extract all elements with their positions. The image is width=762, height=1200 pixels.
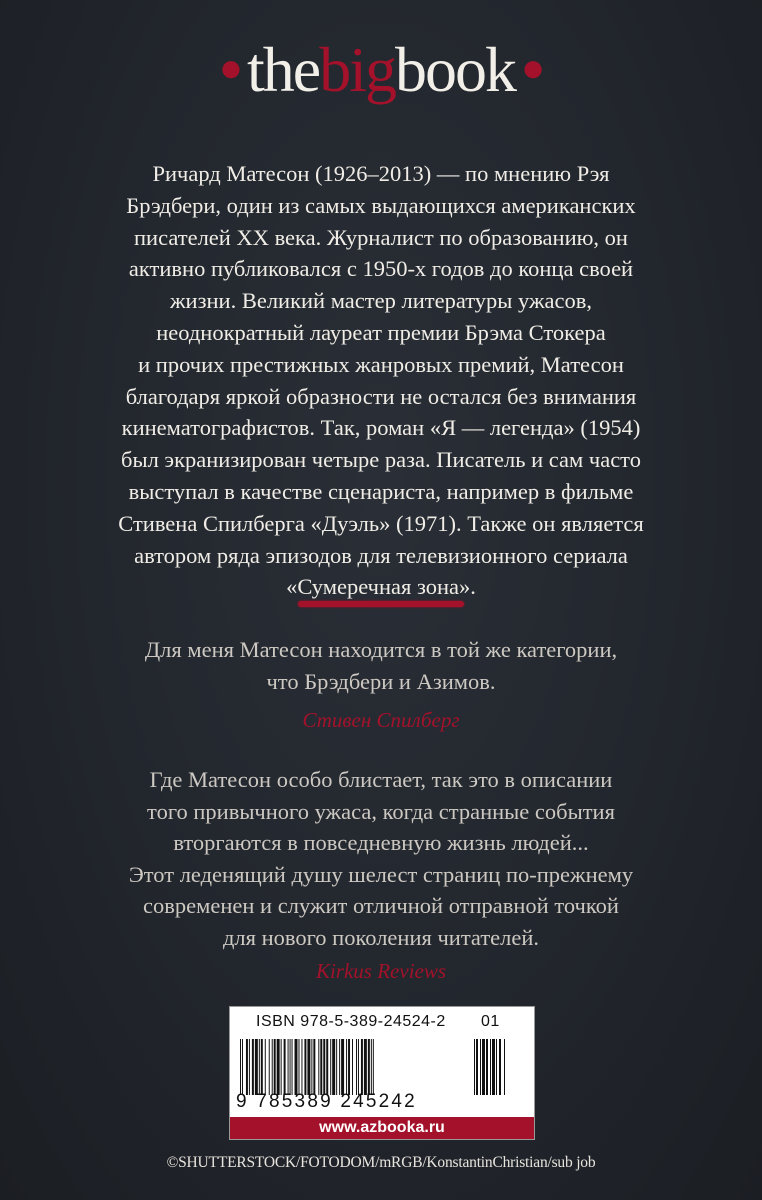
bio-line: жизни. Великий мастер литературы ужасов, — [170, 288, 592, 314]
barcode-bar — [284, 1039, 286, 1095]
barcode-bar — [259, 1039, 260, 1095]
barcode-bar — [249, 1039, 250, 1095]
quote-line: Где Матесон особо блистает, так это в описании — [149, 767, 613, 792]
barcode-bar — [330, 1039, 331, 1095]
barcode-bar — [240, 1039, 241, 1095]
barcode-bar — [480, 1039, 481, 1095]
bio-line: выступал в качестве сценариста, например в фильме — [128, 478, 634, 504]
barcode-bar — [274, 1039, 276, 1095]
barcode-bar — [371, 1039, 372, 1095]
barcode-bar — [301, 1039, 302, 1095]
bio-line: писателей XX века. Журналист по образованию, он — [134, 224, 628, 250]
quote-line: для нового поколения читателей. — [222, 924, 540, 950]
barcode-bar — [255, 1039, 258, 1095]
barcode-bar — [323, 1039, 325, 1095]
barcode-bar — [252, 1039, 254, 1095]
publisher-website: www.azbooka.ru — [230, 1117, 534, 1139]
barcode-bar — [295, 1039, 298, 1095]
barcode-bar — [281, 1039, 282, 1095]
barcode-bar — [307, 1039, 310, 1095]
bio-line: автором ряда эпизодов для телевизионного сериала — [134, 542, 628, 568]
barcode-bar — [265, 1039, 266, 1095]
bio-line: Стивена Спилберга «Дуэль» (1971). Также он является — [118, 510, 644, 536]
quote-line: Этот леденящий душу шелест страниц по-прежнему — [128, 861, 634, 887]
barcode-bar — [499, 1039, 501, 1095]
barcode-bar — [318, 1039, 319, 1095]
barcode-bar — [326, 1039, 328, 1095]
bio-line: неоднократный лауреат премии Брэма Стокера — [156, 319, 606, 345]
logo-the: the — [247, 34, 320, 105]
isbn-barcode — [229, 1006, 535, 1140]
barcode-bar — [261, 1039, 263, 1095]
barcode-bar — [269, 1039, 270, 1095]
barcode-bar — [341, 1039, 344, 1095]
barcode-addon-bars — [474, 1039, 524, 1095]
barcode-bar — [356, 1039, 357, 1095]
barcode-bar — [496, 1039, 497, 1095]
barcode-bar — [313, 1039, 315, 1095]
isbn-number: ISBN 978-5-389-24524-2 — [256, 1013, 446, 1030]
red-divider — [298, 601, 464, 607]
logo-book: book — [394, 34, 515, 105]
bio-line: Ричард Матесон (1926–2013) — по мнению Рэя — [152, 161, 610, 186]
barcode-bar — [482, 1039, 485, 1095]
spielberg-quote — [60, 634, 702, 697]
ean-digits: 9 785389 245242 — [236, 1091, 417, 1112]
logo-dot-left: ● — [218, 45, 242, 90]
barcode-bars — [240, 1039, 468, 1095]
quote-author-spielberg: Стивен Спилберг — [302, 708, 460, 732]
barcode-bar — [290, 1039, 291, 1095]
barcode-bar — [272, 1039, 273, 1095]
barcode-bar — [298, 1039, 299, 1095]
quote-line: что Брэдбери и Азимов. — [266, 668, 496, 694]
barcode-bar — [368, 1039, 370, 1095]
barcode-bar — [490, 1039, 491, 1095]
barcode-bar — [242, 1039, 243, 1095]
quote-line: того привычного ужаса, когда странные события — [147, 798, 615, 824]
author-biography — [70, 158, 692, 603]
bio-line: благодаря яркой образности не остался без внимания — [125, 383, 637, 409]
barcode-bar — [364, 1039, 367, 1095]
barcode-bar — [346, 1039, 347, 1095]
quote-line: современен и служит отличной отправной точкой — [143, 893, 619, 918]
photo-credit: ©SHUTTERSTOCK/FOTODOM/mRGB/KonstantinChristian/sub job — [166, 1154, 596, 1171]
barcode-bar — [320, 1039, 322, 1095]
barcode-bar — [277, 1039, 280, 1095]
barcode-bar — [476, 1039, 478, 1095]
barcode-bar — [246, 1039, 248, 1095]
barcode-bar — [336, 1039, 337, 1095]
bio-line: Брэдбери, один из самых выдающихся американских — [126, 192, 636, 218]
publisher-logo — [0, 28, 762, 110]
bio-line: «Сумеречная зона». — [286, 574, 476, 600]
barcode-bar — [292, 1039, 293, 1095]
barcode-bar — [474, 1039, 475, 1095]
bio-line: активно публиковался с 1950-х годов до конца своей — [128, 256, 634, 282]
bio-line: был экранизирован четыре раза. Писатель и сам часто — [121, 447, 641, 473]
barcode-bar — [492, 1039, 495, 1095]
kirkus-quote — [60, 764, 702, 953]
barcode-bar — [358, 1039, 359, 1095]
barcode-bar — [373, 1039, 374, 1095]
quote-line: вторгаются в повседневную жизнь людей... — [173, 830, 589, 855]
logo-big: big — [319, 34, 395, 105]
barcode-bar — [361, 1039, 363, 1095]
barcode-bar — [332, 1039, 335, 1095]
barcode-bar — [288, 1039, 289, 1095]
barcode-bar — [486, 1039, 488, 1095]
quote-author-kirkus: Kirkus Reviews — [315, 959, 447, 983]
bio-line: кинематографистов. Так, роман «Я — легенда» (1954) — [121, 415, 641, 441]
barcode-bar — [304, 1039, 306, 1095]
barcode-bar — [504, 1039, 505, 1095]
barcode-bar — [352, 1039, 353, 1095]
quote-line: Для меня Матесон находится в той же категории, — [144, 637, 618, 662]
isbn-addon-code: 01 — [481, 1013, 500, 1030]
barcode-bar — [311, 1039, 312, 1095]
barcode-bar — [339, 1039, 340, 1095]
barcode-bar — [348, 1039, 350, 1095]
logo-dot-right: ● — [520, 45, 544, 90]
bio-line: и прочих престижных жанровых премий, Матесон — [138, 351, 624, 377]
